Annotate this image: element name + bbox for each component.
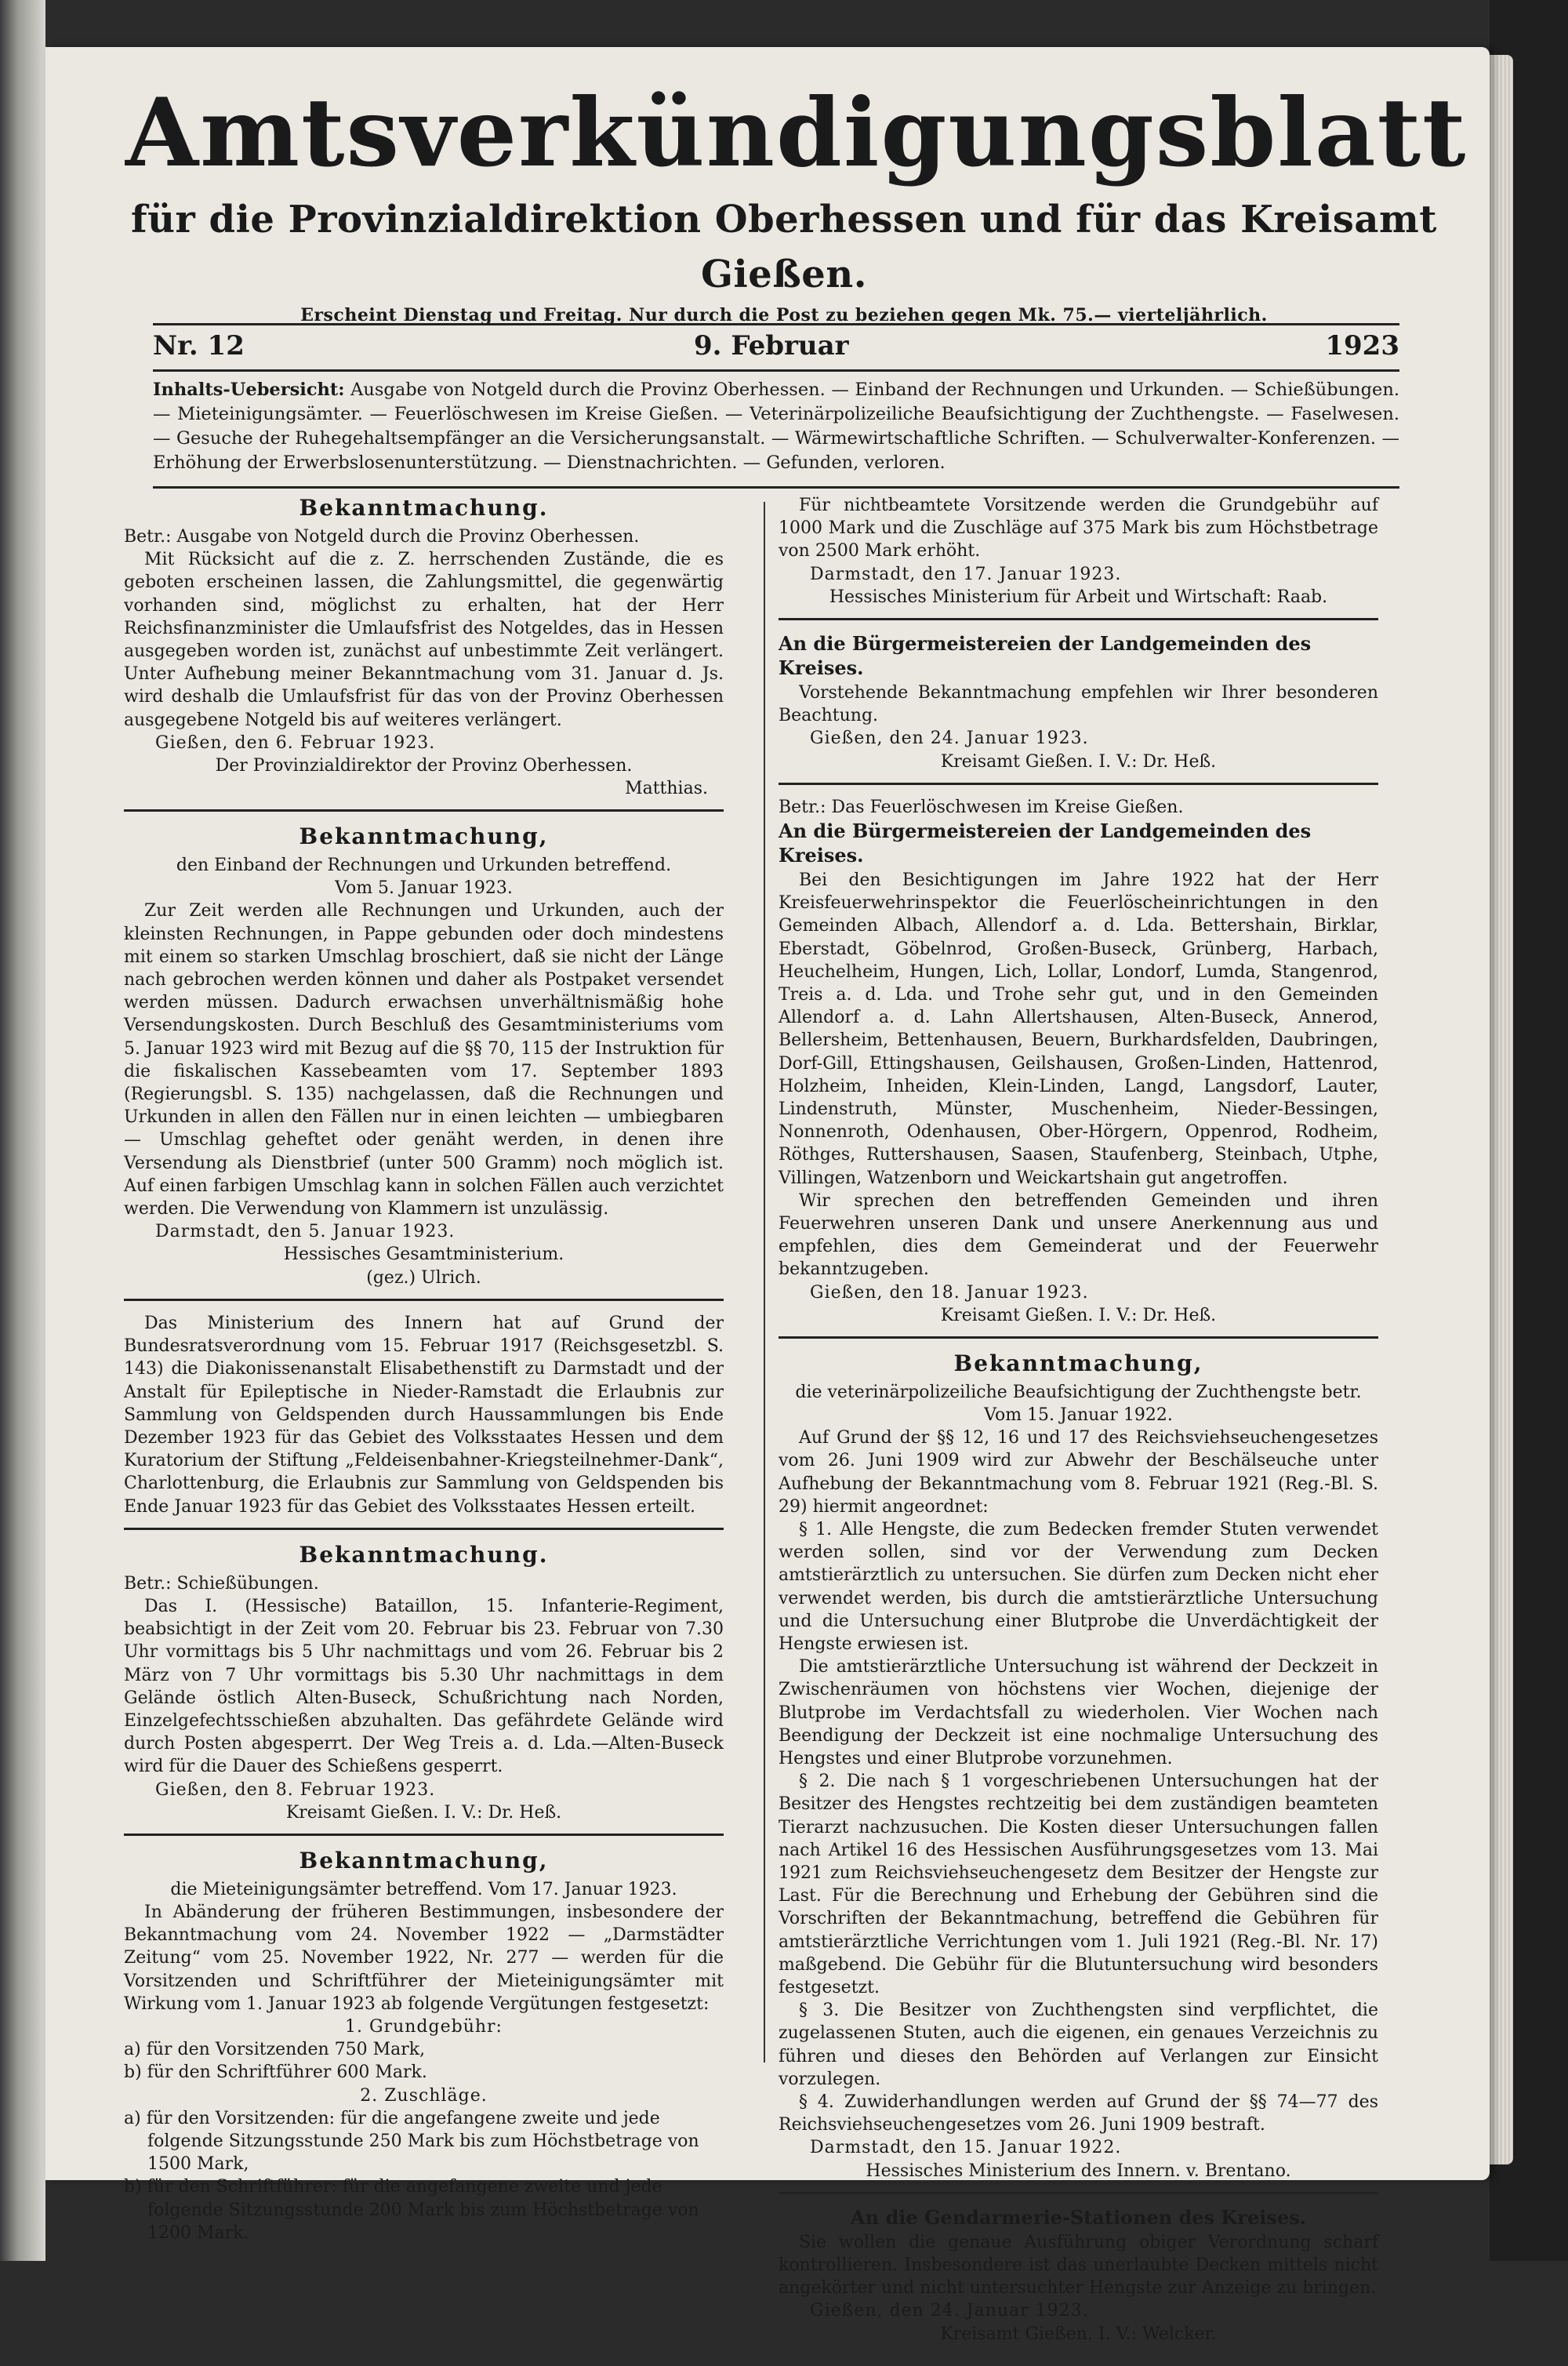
notice-body: Das Ministerium des Innern hat auf Grund der Bundesratsverordnung vom 15. Februar 1917 (Reichsgesetzbl. S. 143) die Diakonissenanstalt Elisabethenstift zu Darmstadt und der Anstalt für Epileptische in Nieder-Ramstadt die Erlaubnis zur Sammlung von Geldspenden durch Haussammlungen bis Ende Dezember 1923 für das Gebiet des Volksstaates Hessen und dem Kuratorium der Stiftung „Feldeisenbahner-Kriegsteilnehmer-Dank“, Charlottenburg, die Erlaubnis zur Sammlung von Geldspenden bis Ende Januar 1923 für das Gebiet des Volksstaates Hessen erteilt. [124, 1313, 724, 1517]
book-binding-left [0, 0, 45, 2261]
notice-signature: Hessisches Ministerium des Innern. v. Brentano. [866, 2161, 1291, 2181]
notice-place-date: Gießen, den 8. Februar 1923. [155, 1779, 436, 1800]
issue-bar [153, 323, 1399, 372]
notice-date: Vom 5. Januar 1923. [335, 878, 513, 899]
notice-einband [124, 823, 724, 1300]
masthead-subtitle: für die Provinzialdirektion Oberhessen und für das Kreisamt Gießen. [131, 198, 1437, 296]
notice-subheading: den Einband der Rechnungen und Urkunden betreffend. [176, 856, 672, 876]
list-item: a) für den Vorsitzenden: für die angefangene zweite und jede folgende Sitzungsstunde 250 Mark bis zum Höchstbetrage von 1500 Mark, [124, 2108, 699, 2175]
notice-subject: Betr.: Schießübungen. [124, 1573, 319, 1594]
masthead-note: Erscheint Dienstag und Freitag. Nur durch die Post zu beziehen gegen Mk. 75.— vierteljährlich. [300, 305, 1268, 325]
notice-heading: An die Bürgermeistereien der Landgemeinden des Kreises. [779, 820, 1312, 867]
notice-signature: Kreisamt Gießen. I. V.: Dr. Heß. [285, 1802, 562, 1823]
notice-body: § 1. Alle Hengste, die zum Bedecken fremder Stuten verwendet werden sollen, sind vor der Verwendung zum Decken amtstierärztlich zu untersuchen. Sie dürfen zum Decken nicht eher verwendet werden, bis durch die amtstierärztliche Untersuchung und die Untersuchung einer Blutprobe die Unverdächtigkeit der Hengste erwiesen ist. [779, 1519, 1378, 1654]
notice-body: Bei den Besichtigungen im Jahre 1922 hat der Herr Kreisfeuerwehrinspektor die Feuerlöscheinrichtungen in den Gemeinden Albach, Allendorf a. d. Lda. Bettershain, Birklar, Eberstadt, Göbelnrod, Großen-Buseck, Grünberg, Harbach, Heuchelheim, Hungen, Lich, Lollar, Londorf, Lumda, Stangenrod, Treis a. d. Lda. und Trohe sehr gut, und in den Gemeinden Allendorf a. d. Lahn Allertshausen, Alten-Buseck, Annerod, Bellersheim, Bettenhausen, Beuern, Burkhardsfelden, Daubringen, Dorf-Gill, Ettingshausen, Geilshausen, Großen-Linden, Hattenrod, Holzheim, Inheiden, Klein-Linden, Langd, Langsdorf, Lauter, Lindenstruth, Münster, Muschenheim, Nieder-Bessingen, Nonnenroth, Odenhausen, Ober-Hörgern, Oppenrod, Rodheim, Röthges, Ruttershausen, Saasen, Staufenberg, Steinbach, Utphe, Villingen, Watzenborn und Weickartshain gut angetroffen. [779, 870, 1378, 1188]
notice-sammlung [124, 1312, 724, 1530]
notice-signature: Kreisamt Gießen. I. V.: Welcker. [940, 2324, 1217, 2344]
notice-mieteinigungsaemter [124, 1847, 724, 2254]
notice-signature-name: Matthias. [625, 779, 708, 799]
notice-subheading: die veterinärpolizeiliche Beaufsichtigung der Zuchthengste betr. [795, 1383, 1362, 1403]
notice-body: Das I. (Hessische) Bataillon, 15. Infanterie-Regiment, beabsichtigt in der Zeit vom 20. Februar bis 23. Februar von 7.30 Uhr vormittags bis 5 Uhr nachmittags und vom 26. Februar bis 2 März von 7 Uhr vormittags bis 5.30 Uhr nachmittags in dem Gelände östlich Alten-Buseck, Schußrichtung nach Norden, Einzelgefechtsschießen abzuhalten. Das gefährdete Gelände wird durch Posten abgesperrt. Der Weg Treis a. d. Lda.—Alten-Buseck wird für die Dauer des Schießens gesperrt. [124, 1596, 724, 1777]
list-heading: 1. Grundgebühr: [345, 2016, 503, 2037]
issue-year: 1923 [1325, 330, 1399, 362]
notice-heading: Bekanntmachung, [953, 1350, 1203, 1377]
toc-text: Ausgabe von Notgeld durch die Provinz Oberhessen. — Einband der Rechnungen und Urkunden. — Schießübungen. — Mieteinigungsämter. — Feuerlöschwesen im Kreise Gießen. — Veterinärpolizeiliche Beaufsichtigung der Zuchthengste. — Faselwesen. — Gesuche der Ruhegehaltsempfänger an die Versicherungsanstalt. — Wärmewirtschaftliche Schriften. — Schulverwalter-Konferenzen. — Erhöhung der Erwerbslosenunterstützung. — Dienstnachrichten. — Gefunden, verloren. [153, 380, 1399, 473]
masthead-title: Amtsverkündigungsblatt [125, 78, 1468, 188]
notice-body: Zur Zeit werden alle Rechnungen und Urkunden, auch der kleinsten Rechnungen, in Pappe gebunden oder doch mindestens mit einem so starken Umschlag broschiert, daß sie nicht der Länge nach gebrochen werden können und daher als Postpaket versendet werden müssen. Dadurch erwachsen unverhältnismäßig hohe Versendungskosten. Durch Beschluß des Gesamtministeriums vom 5. Januar 1923 wird mit Bezug auf die §§ 70, 115 der Instruktion für die fiskalischen Kassebeamten vom 17. September 1893 (Regierungsbl. S. 135) nachgelassen, daß die Rechnungen und Urkunden in allen den Fällen nur in einen leichten — umbiegbaren — Umschlag geheftet oder genäht werden, in denen ihre Versendung als Dienstbrief (unter 500 Gramm) noch möglich ist. Auf einen farbigen Umschlag kann in solchen Fällen auch verzichtet werden. Die Verwendung von Klammern ist unzulässig. [124, 901, 724, 1219]
notice-heading: Bekanntmachung. [299, 1541, 549, 1568]
list-item: b) für den Schriftführer: für die angefangene zweite und jede folgende Sitzungsstunde 200 Mark bis zum Höchstbetrage von 1200 Mark. [124, 2177, 699, 2243]
notice-body: § 4. Zuwiderhandlungen werden auf Grund der §§ 74—77 des Reichsviehseuchengesetzes vom 26. Juni 1909 bestraft. [779, 2092, 1378, 2135]
notice-signature: Hessisches Ministerium für Arbeit und Wirtschaft: Raab. [829, 587, 1328, 607]
notice-nichtbeamtete [779, 494, 1378, 620]
notice-body: Für nichtbeamtete Vorsitzende werden die Grundgebühr auf 1000 Mark und die Zuschläge auf 375 Mark bis zum Höchstbetrage von 2500 Mark erhöht. [779, 496, 1378, 562]
notice-place-date: Darmstadt, den 15. Januar 1922. [810, 2138, 1122, 2158]
issue-date: 9. Februar [694, 330, 849, 362]
notice-signature: Kreisamt Gießen. I. V.: Dr. Heß. [940, 751, 1217, 772]
notice-subheading: die Mieteinigungsämter betreffend. Vom 17. Januar 1923. [170, 1879, 677, 1899]
notice-place-date: Gießen, den 24. Januar 1923. [810, 2301, 1089, 2321]
notice-buergermeistereien-1 [779, 631, 1378, 785]
notice-gendarmerie [779, 2205, 1378, 2355]
notice-subject: Betr.: Das Feuerlöschwesen im Kreise Gießen. [779, 797, 1184, 817]
notice-place-date: Gießen, den 24. Januar 1923. [810, 729, 1089, 749]
notice-body: Auf Grund der §§ 12, 16 und 17 des Reichsviehseuchengesetzes vom 26. Juni 1909 wird zur Abwehr der Beschälseuche unter Aufhebung der Bekanntmachung vom 8. Februar 1921 (Reg.-Bl. S. 29) hiermit angeordnet: [779, 1428, 1378, 1517]
notice-signature: Hessisches Gesamtministerium. [283, 1245, 564, 1265]
notice-heading: An die Bürgermeistereien der Landgemeinden des Kreises. [779, 632, 1312, 680]
column-divider [764, 502, 765, 2063]
masthead [125, 75, 1468, 329]
notice-schiessuebungen [124, 1541, 724, 1836]
notice-place-date: Gießen, den 6. Februar 1923. [155, 732, 436, 753]
notice-signature: Kreisamt Gießen. I. V.: Dr. Heß. [940, 1305, 1217, 1325]
notice-body: Sie wollen die genaue Ausführung obiger Verordnung scharf kontrollieren. Insbesondere ist das unerlaubte Decken mittels nicht angekörter und nicht untersuchter Hengste zur Anzeige zu bringen. [779, 2232, 1378, 2299]
issue-number: Nr. 12 [153, 330, 245, 362]
notice-subject: Betr.: Ausgabe von Notgeld durch die Provinz Oberhessen. [124, 527, 640, 547]
table-of-contents [153, 378, 1399, 489]
notice-body: Wir sprechen den betreffenden Gemeinden und ihren Feuerwehren unseren Dank und unsere Anerkennung aus und empfehlen, dies dem Gemeinderat und der Feuerwehr bekanntzugeben. [779, 1190, 1378, 1280]
notice-feuerloeschwesen [779, 796, 1378, 1339]
notice-body: Vorstehende Bekanntmachung empfehlen wir Ihrer besonderen Beachtung. [779, 683, 1378, 726]
list-item: a) für den Vorsitzenden 750 Mark, [124, 2040, 426, 2060]
notice-place-date: Gießen, den 18. Januar 1923. [810, 1282, 1089, 1303]
notice-zuchthengste [779, 1350, 1378, 2194]
notice-body: Mit Rücksicht auf die z. Z. herrschenden Zustände, die es geboten erscheinen lassen, die Zahlungsmittel, die gegenwärtig vorhanden sind, möglichst zu erhalten, hat der Herr Reichsfinanzminister die Umlaufsfrist des Notgeldes, das in Hessen ausgegeben worden ist, zunächst auf unbestimmte Zeit verlängert. Unter Aufhebung meiner Bekanntmachung vom 31. Januar d. Js. wird deshalb die Umlaufsfrist für das von der Provinz Oberhessen ausgegebene Notgeld bis auf weiteres verlängert. [124, 550, 724, 730]
notice-heading: Bekanntmachung. [299, 495, 549, 521]
notice-signature-name: (gez.) Ulrich. [366, 1267, 481, 1288]
notice-date: Vom 15. Januar 1922. [984, 1405, 1173, 1426]
notice-heading: Bekanntmachung, [299, 823, 549, 850]
notice-body: § 3. Die Besitzer von Zuchthengsten sind verpflichtet, die zugelassenen Stuten, auch die eigenen, ein genaues Verzeichnis zu führen und dieses den Behörden auf Verlangen zur Einsicht vorzulegen. [779, 2001, 1378, 2089]
notice-signature: Der Provinzialdirektor der Provinz Oberhessen. [215, 756, 633, 776]
notice-notgeld [124, 494, 724, 812]
right-column [779, 494, 1378, 2366]
notice-place-date: Darmstadt, den 5. Januar 1923. [155, 1222, 456, 1242]
notice-body: In Abänderung der früheren Bestimmungen, insbesondere der Bekanntmachung vom 24. November 1922 — „Darmstädter Zeitung“ vom 25. November 1922, Nr. 277 — werden für die Vorsitzenden und Schriftführer der Mieteinigungsämter mit Wirkung vom 1. Januar 1923 ab folgende Vergütungen festgesetzt: [124, 1902, 724, 2014]
toc-label: Inhalts-Uebersicht: [153, 380, 345, 400]
list-item: b) für den Schriftführer 600 Mark. [124, 2063, 427, 2083]
left-column [124, 494, 724, 2265]
notice-place-date: Darmstadt, den 17. Januar 1923. [810, 564, 1122, 584]
notice-body: § 2. Die nach § 1 vorgeschriebenen Untersuchungen hat der Besitzer des Hengstes rechtzeitig bei dem zuständigen beamteten Tierarzt nachzusuchen. Die Kosten dieser Untersuchungen fallen nach Artikel 16 des Hessischen Ausführungsgesetzes vom 13. Mai 1921 zum Reichsviehseuchengesetz dem Besitzer der Hengste zur Last. Für die Berechnung und Erhebung der Gebühren sind die Vorschriften der Bekanntmachung, betreffend die Gebühren für amtstierärztliche Verrichtungen vom 1. Juli 1921 (Reg.-Bl. Nr. 17) maßgebend. Die Gebühr für die Blutuntersuchung wird besonders festgesetzt. [779, 1772, 1378, 1997]
notice-body: Die amtstierärztliche Untersuchung ist während der Deckzeit in Zwischenräumen von höchstens vier Wochen, diejenige der Blutprobe im Verdachtsfall zu wiederholen. Vier Wochen nach Beendigung der Deckzeit ist eine nochmalige Untersuchung des Hengstes und einer Blutprobe vorzunehmen. [779, 1657, 1378, 1768]
notice-heading: An die Gendarmerie-Stationen des Kreises. [851, 2205, 1306, 2229]
notice-heading: Bekanntmachung, [299, 1847, 549, 1874]
list-heading: 2. Zuschläge. [360, 2085, 488, 2106]
